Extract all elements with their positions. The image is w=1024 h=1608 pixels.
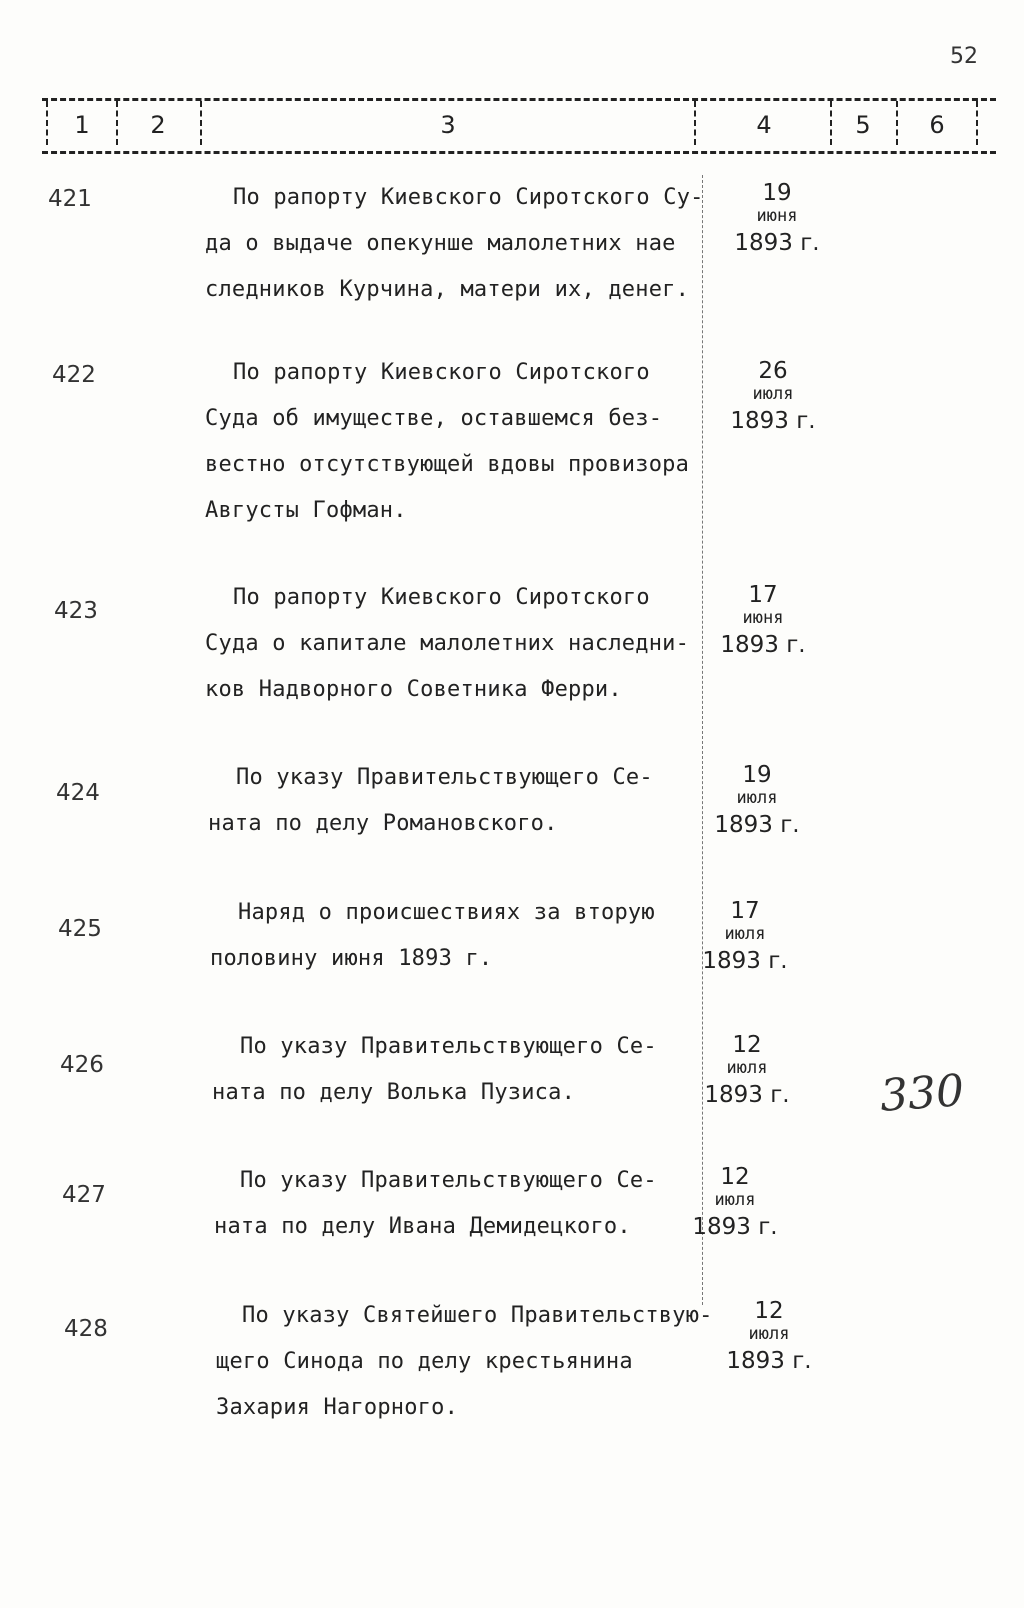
date-month: июля	[724, 924, 766, 944]
description-line: По указу Святейшего Правительствую-	[242, 1303, 713, 1328]
header-separator	[694, 101, 696, 145]
description-line: По указу Правительствующего Се-	[240, 1168, 657, 1193]
row-description	[216, 1293, 713, 1431]
header-separator	[46, 101, 48, 145]
date-day: 12	[732, 1032, 762, 1058]
header-col-2: 2	[150, 111, 166, 139]
row-description	[205, 175, 704, 313]
date-day: 26	[758, 358, 788, 384]
header-col-6: 6	[929, 111, 945, 139]
header-separator	[116, 101, 118, 145]
date-day: 19	[742, 762, 772, 788]
row-number: 426	[60, 1052, 104, 1078]
date-day: 12	[720, 1164, 750, 1190]
header-col-5: 5	[855, 111, 871, 139]
description-line: По указу Правительствующего Се-	[240, 1034, 657, 1059]
row-number: 423	[54, 598, 98, 624]
description-line: следников Курчина, матери их, денег.	[205, 277, 690, 302]
row-description	[205, 575, 689, 713]
row-date	[702, 762, 812, 842]
description-line: ната по делу Ивана Демидецкого.	[214, 1214, 631, 1239]
description-line: По рапорту Киевского Сиротского	[233, 360, 650, 385]
date-year: 1893 г.	[720, 632, 806, 658]
date-day: 12	[754, 1298, 784, 1324]
header-separator	[830, 101, 832, 145]
date-year: 1893 г.	[704, 1082, 790, 1108]
description-line: ната по делу Романовского.	[208, 811, 558, 836]
handwritten-note: 330	[878, 1065, 966, 1122]
header-col-3: 3	[440, 111, 456, 139]
date-year: 1893 г.	[734, 230, 820, 256]
date-day: 17	[748, 582, 778, 608]
description-line: ната по делу Волька Пузиса.	[212, 1080, 576, 1105]
row-number: 421	[48, 186, 92, 212]
row-description	[205, 350, 689, 534]
header-col-1: 1	[74, 111, 90, 139]
page-number: 52	[950, 44, 978, 69]
row-number: 422	[52, 362, 96, 388]
row-description	[210, 890, 655, 982]
date-year: 1893 г.	[702, 948, 788, 974]
date-day: 19	[762, 180, 792, 206]
row-date	[714, 1298, 824, 1378]
description-line: По рапорту Киевского Сиротского Су-	[233, 185, 704, 210]
date-month: июня	[756, 206, 798, 226]
row-description	[214, 1158, 657, 1250]
description-line: Суда об имуществе, оставшемся без-	[205, 406, 663, 431]
description-line: По рапорту Киевского Сиротского	[233, 585, 650, 610]
row-number: 424	[56, 780, 100, 806]
date-month: июля	[714, 1190, 756, 1210]
date-year: 1893 г.	[730, 408, 816, 434]
column-header	[42, 98, 996, 154]
description-line: ков Надворного Советника Ферри.	[205, 677, 622, 702]
description-line: половину июня 1893 г.	[210, 946, 493, 971]
description-line: щего Синода по делу крестьянина	[216, 1349, 633, 1374]
description-line: По указу Правительствующего Се-	[236, 765, 653, 790]
header-separator	[896, 101, 898, 145]
description-line: Наряд о происшествиях за вторую	[238, 900, 655, 925]
row-description	[212, 1024, 657, 1116]
row-number: 425	[58, 916, 102, 942]
date-year: 1893 г.	[692, 1214, 778, 1240]
date-year: 1893 г.	[714, 812, 800, 838]
date-month: июля	[748, 1324, 790, 1344]
date-month: июня	[742, 608, 784, 628]
description-line: вестно отсутствующей вдовы провизора	[205, 452, 690, 477]
header-separator	[976, 101, 978, 145]
row-date	[692, 1032, 802, 1112]
row-number: 427	[62, 1182, 106, 1208]
row-date	[708, 582, 818, 662]
row-date	[690, 898, 800, 978]
description-line: Суда о капитале малолетних наследни-	[205, 631, 690, 656]
header-col-4: 4	[756, 111, 772, 139]
row-date	[718, 358, 828, 438]
row-number: 428	[64, 1316, 108, 1342]
date-month: июля	[736, 788, 778, 808]
description-line: Захария Нагорного.	[216, 1395, 459, 1420]
date-year: 1893 г.	[726, 1348, 812, 1374]
description-line: да о выдаче опекунше малолетних нае	[205, 231, 676, 256]
row-description	[208, 755, 653, 847]
column-divider	[702, 175, 703, 1305]
description-line: Августы Гофман.	[205, 498, 407, 523]
date-day: 17	[730, 898, 760, 924]
date-month: июля	[752, 384, 794, 404]
header-separator	[200, 101, 202, 145]
date-month: июля	[726, 1058, 768, 1078]
row-date	[680, 1164, 790, 1244]
row-date	[722, 180, 832, 260]
